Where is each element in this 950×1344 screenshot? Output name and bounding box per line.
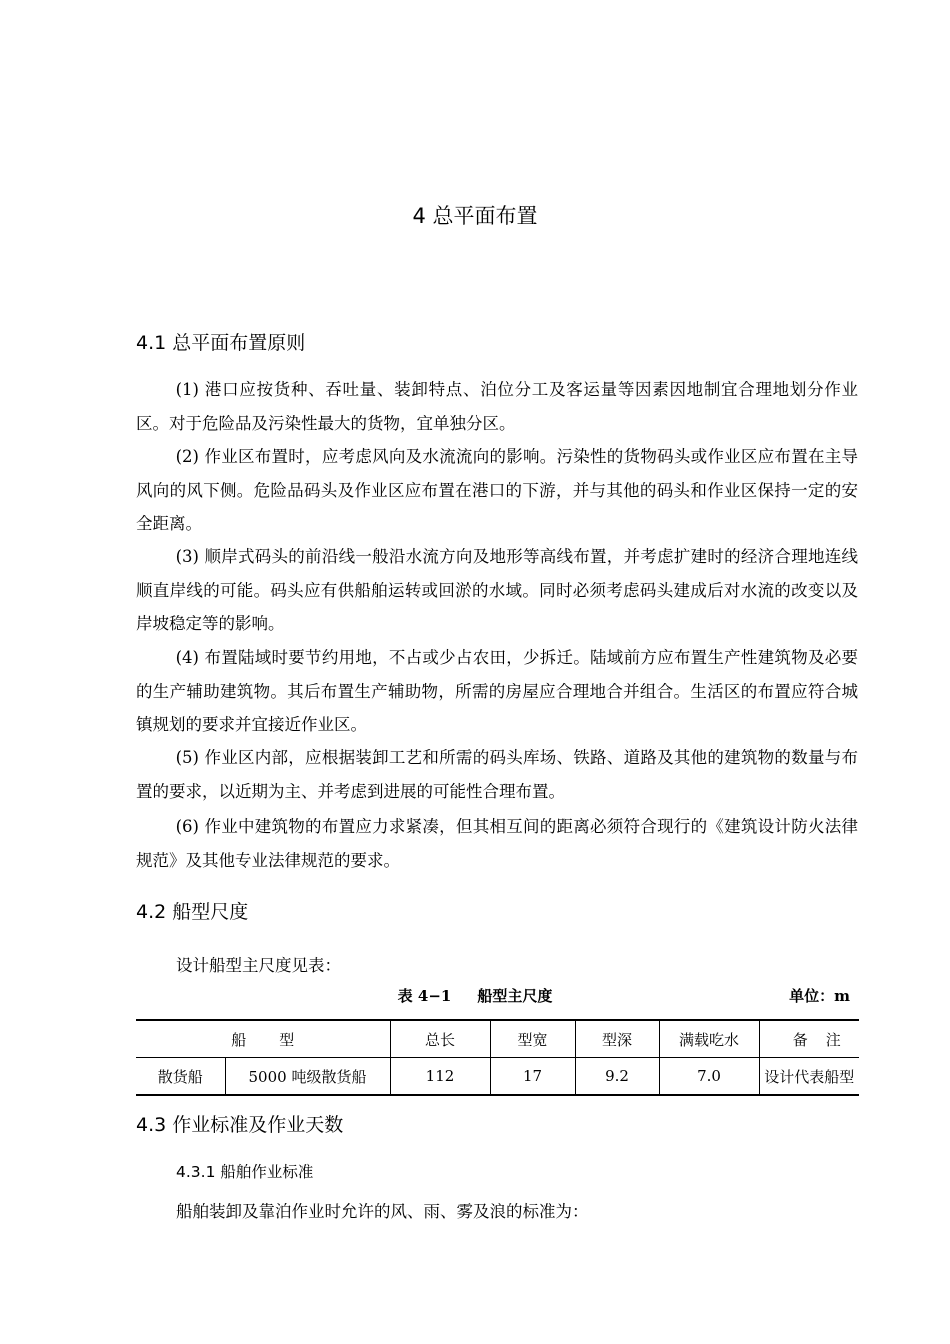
paragraph-3: (3) 顺岸式码头的前沿线一般沿水流方向及地形等高线布置，并考虑扩建时的经济合理地连线顺直岸线的可能。码头应有供船舶运转或回淤的水域。同时必须考虑码头建成后对水流的改变以及岸坡稳定等的影响。 (136, 547, 858, 633)
cell-breadth: 17 (490, 1058, 575, 1096)
cell-length: 112 (390, 1058, 490, 1096)
header-remark: 备注 (759, 1020, 859, 1058)
header-draft: 满载吃水 (659, 1020, 759, 1058)
paragraph-6: (6) 作业中建筑物的布置应力求紧凑，但其相互间的距离必须符合现行的《建筑设计防火法律规范》及其他专业法律规范的要求。 (136, 817, 858, 870)
paragraph-2: (2) 作业区布置时，应考虑风向及水流流向的影响。污染性的货物码头或作业区应布置在主导风向的风下侧。危险品码头及作业区应布置在港口的下游，并与其他的码头和作业区保持一定的安全距离。 (136, 447, 858, 533)
paragraph-1: (1) 港口应按货种、吞吐量、装卸特点、泊位分工及客运量等因素因地制宜合理地划分作业区。对于危险品及污染性最大的货物，宜单独分区。 (136, 380, 858, 433)
header-ship-type: 船型 (136, 1020, 390, 1058)
header-breadth: 型宽 (490, 1020, 575, 1058)
table-row (136, 1058, 859, 1096)
section-4-3-heading: 4.3 作业标准及作业天数 (136, 1114, 344, 1136)
table-caption-title: 船型主尺度 (477, 987, 553, 1005)
cell-category: 散货船 (136, 1058, 225, 1096)
chapter-title: 4 总平面布置 (412, 204, 538, 228)
section-4-3-1-heading: 4.3.1 船舶作业标准 (176, 1163, 314, 1181)
cell-depth: 9.2 (575, 1058, 659, 1096)
cell-model: 5000 吨级散货船 (225, 1058, 390, 1096)
table-caption-number: 表 4−1 (397, 987, 452, 1005)
cell-draft: 7.0 (659, 1058, 759, 1096)
section-4-1-heading: 4.1 总平面布置原则 (136, 332, 306, 354)
paragraph-5: (5) 作业区内部，应根据装卸工艺和所需的码头库场、铁路、道路及其他的建筑物的数量与布置的要求，以近期为主、并考虑到进展的可能性合理布置。 (136, 748, 858, 801)
table-header-row (136, 1020, 859, 1058)
header-depth: 型深 (575, 1020, 659, 1058)
table-intro-text: 设计船型主尺度见表： (176, 956, 341, 975)
section-4-3-1-text: 船舶装卸及靠泊作业时允许的风、雨、雾及浪的标准为： (176, 1202, 589, 1221)
header-length: 总长 (390, 1020, 490, 1058)
paragraph-4: (4) 布置陆域时要节约用地，不占或少占农田，少拆迁。陆域前方应布置生产性建筑物及必要的生产辅助建筑物。其后布置生产辅助物，所需的房屋应合理地合并组合。生活区的布置应符合城镇规划的要求并宜接近作业区。 (136, 648, 858, 734)
section-4-2-heading: 4.2 船型尺度 (136, 901, 249, 923)
table-unit: 单位：m (789, 987, 850, 1005)
cell-remark: 设计代表船型 (759, 1058, 859, 1096)
ship-dimension-table (136, 1019, 859, 1096)
